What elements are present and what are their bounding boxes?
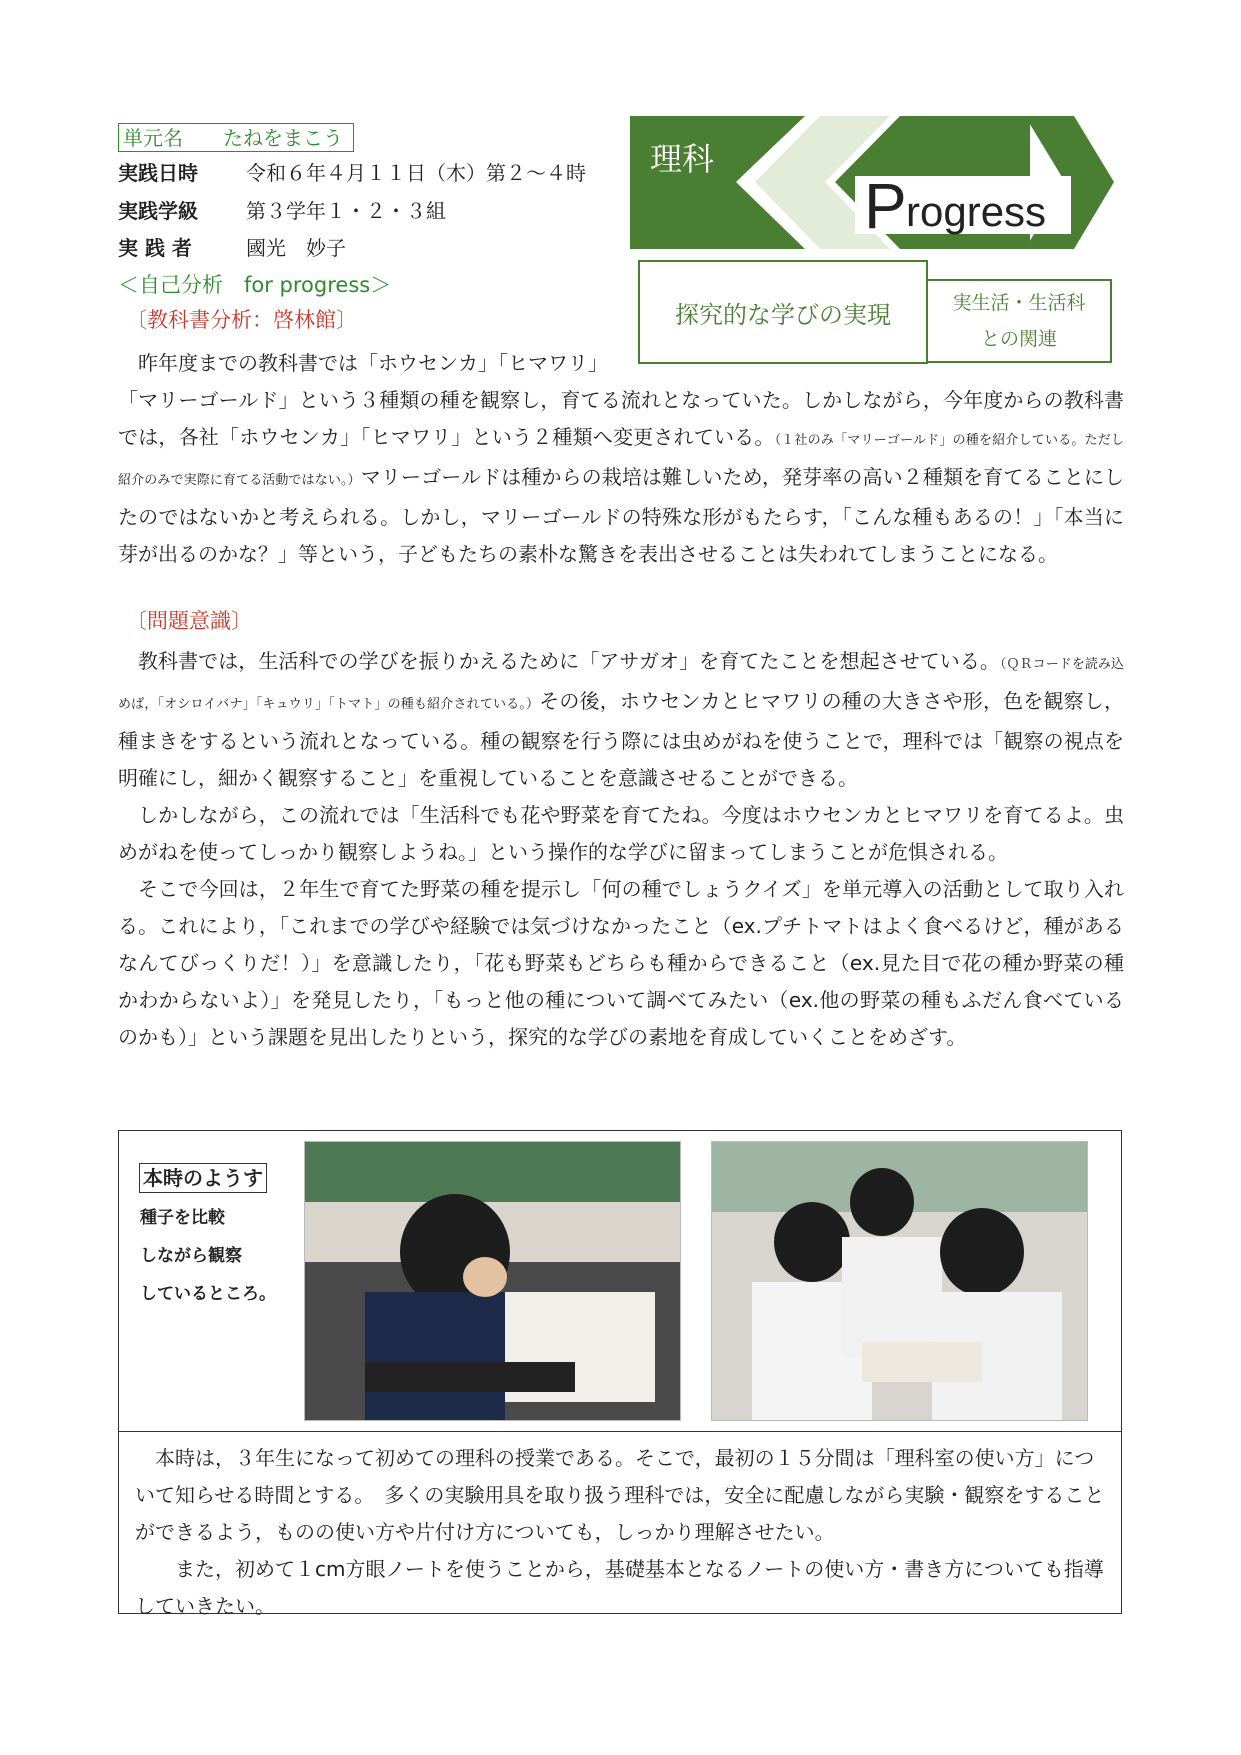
info-value: 國光 妙子	[246, 236, 346, 260]
section1-body: 「マリーゴールド」という３種類の種を観察し，育てる流れとなっていた。しかしながら，今年度からの教科書では，各社「ホウセンカ」「ヒマワリ」という２種類へ変更されている。（１社のみ「マリーゴールド」の種を紹介している。ただし紹介のみで実際に育てる活動ではない。）マリーゴールドは種からの栽培は難しいため，発芽率の高い２種類を育てることにしたのではないかと考えられる。しかし，マリーゴールドの特殊な形がもたらす，「こんな種もあるの！」「本当に芽が出るのかな？」等という，子どもたちの素朴な驚きを表出させることは失われてしまうことになる。	[118, 388, 1124, 566]
tag-daily-life	[926, 279, 1112, 363]
problem-heading: 〔問題意識〕	[126, 609, 252, 633]
scene-title: 本時のようす	[139, 1163, 267, 1193]
section2-body	[118, 643, 1124, 1056]
scene-caption: 種子を比較 しながら観察 しているところ。	[140, 1208, 276, 1304]
tag-line: 実生活・生活科	[952, 292, 1086, 314]
section2-p3: そこで今回は，２年生で育てた野菜の種を提示し「何の種でしょうクイズ」を単元導入の活動として取り入れる。これにより，「これまでの学びや経験では気づけなかったこと（ex.プチトマトはよく食べるけど，種があるなんてびっくりだ！）」を意識したり，「花も野菜もどちらも種からできること（ex.見た目で花の種か野菜の種かわからないよ）」を発見したり，「もっと他の種について調べてみたい（ex.他の野菜の種もふだん食べているのかも）」という課題を見出したりという，探究的な学びの素地を育成していくことをめざす。	[118, 877, 1124, 1049]
self-analysis-heading: ＜自己分析 for progress＞	[118, 273, 392, 297]
section1-note: （１社のみ「マリーゴールド」の種を紹介している。ただし紹介のみで実際に育てる活動ではない。）	[118, 433, 1124, 488]
textbook-analysis-heading: 〔教科書分析：啓林館〕	[126, 308, 357, 332]
section1-first-line	[118, 345, 618, 382]
section1-text-start: 昨年度までの教科書では「ホウセンカ」「ヒマワリ」	[138, 351, 608, 375]
banner-subject: 理科	[650, 140, 715, 178]
unit-value: たねをまこう	[223, 126, 343, 150]
section1-rest: マリーゴールドは種からの栽培は難しいため，発芽率の高い２種類を育てることにしたのではないかと考えられる。しかし，マリーゴールドの特殊な形がもたらす，「こんな種もあるの！」「本当に芽が出るのかな？」等という，子どもたちの素朴な驚きを表出させることは失われてしまうことになる。	[118, 465, 1124, 566]
info-date	[118, 160, 586, 186]
info-class	[118, 198, 446, 224]
logo-rest: rogress	[906, 188, 1047, 235]
info-value: 第３学年１・２・３組	[246, 199, 446, 223]
unit-label: 単元名	[123, 126, 183, 150]
lesson-p2: また，初めて１cm方眼ノートを使うことから，基礎基本となるノートの使い方・書き方についても指導していきたい。	[135, 1557, 1104, 1618]
section2-p2: しかしながら，この流れでは「生活科でも花や野菜を育てたね。今度はホウセンカとヒマワリを育てるよ。虫めがねを使ってしっかり観察しようね。」という操作的な学びに留まってしまうことが危惧される。	[118, 803, 1124, 864]
info-label: 実践日時	[118, 161, 198, 185]
progress-banner	[630, 116, 1114, 249]
classroom-photo-1	[304, 1141, 681, 1421]
classroom-photo-2	[711, 1141, 1088, 1421]
info-value: 令和６年４月１１日（木）第２～４時	[246, 161, 586, 185]
info-label: 実 践 者	[118, 236, 192, 260]
tag-line: との関連	[980, 328, 1057, 350]
lesson-p1: 本時は，３年生になって初めての理科の授業である。そこで，最初の１５分間は「理科室の使い方」について知らせる時間とする。 多くの実験用具を取り扱う理科では，安全に配慮しながら実験・観察をすることができるよう，ものの使い方や片付け方についても，しっかり理解させたい。	[135, 1446, 1105, 1544]
logo-big-letter: P	[864, 170, 907, 242]
lesson-description	[118, 1431, 1122, 1618]
info-teacher	[118, 235, 346, 261]
info-label: 実践学級	[118, 199, 198, 223]
unit-name-box	[118, 123, 354, 152]
tag-inquiry-learning: 探究的な学びの実現	[638, 260, 928, 364]
section2-p1: 教科書では，生活科での学びを振りかえるために「アサガオ」を育てたことを想起させている。（ＱＲコードを読み込めば，「オシロイバナ」「キュウリ」「トマト」の種も紹介されている。）その後，ホウセンカとヒマワリの種の大きさや形，色を観察し，種まきをするという流れとなっている。種の観察を行う際には虫めがねを使うことで，理科では「観察の視点を明確にし，細かく観察すること」を重視していることを意識させることができる。	[118, 649, 1124, 790]
